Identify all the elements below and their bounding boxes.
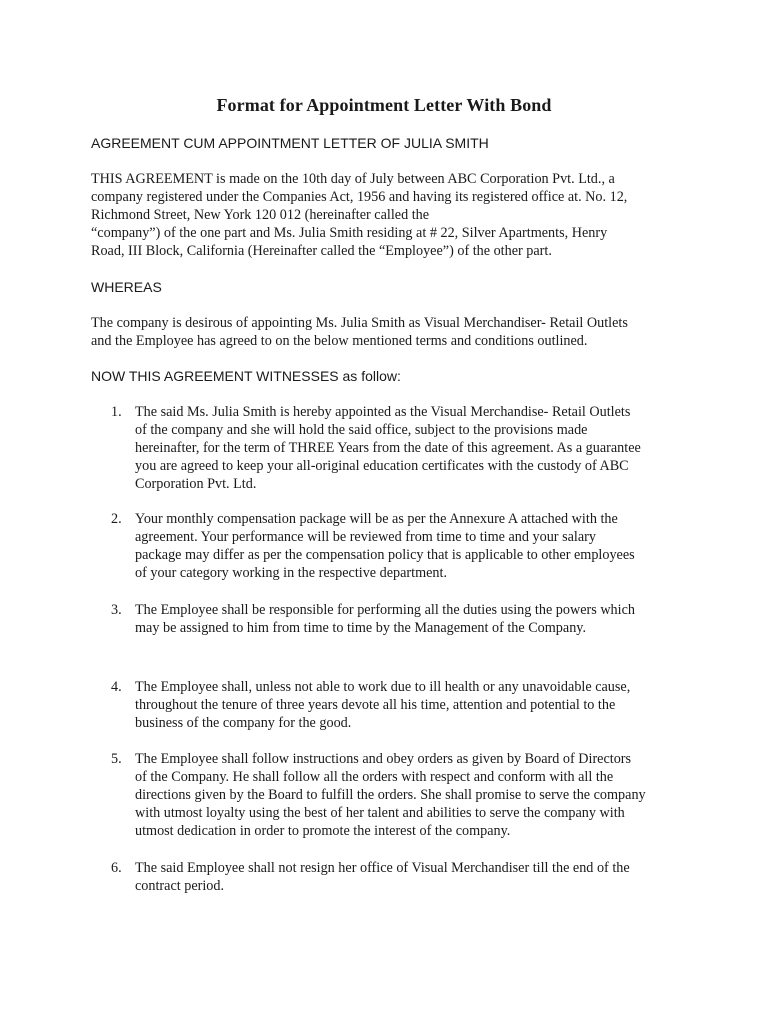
clause-line: throughout the tenure of three years devote all his time, attention and potential to the xyxy=(135,697,616,713)
clause-text xyxy=(135,678,630,732)
clause-line: business of the company for the good. xyxy=(135,715,352,731)
clause-line: Your monthly compensation package will be as per the Annexure A attached with the xyxy=(135,511,618,527)
clause-line: package may differ as per the compensation policy that is applicable to other employees xyxy=(135,547,635,563)
clause-line: hereinafter, for the term of THREE Years from the date of this agreement. As a guarantee xyxy=(135,440,641,456)
clause-line: with utmost loyalty using the best of her talent and abilities to serve the company with xyxy=(135,805,625,821)
clause-line: utmost dedication in order to promote the interest of the company. xyxy=(135,823,511,839)
clause-line: contract period. xyxy=(135,878,225,894)
clause-line: Corporation Pvt. Ltd. xyxy=(135,476,257,492)
clause-line: may be assigned to him from time to time by the Management of the Company. xyxy=(135,620,587,636)
intro-line: Road, III Block, California (Hereinafter called the “Employee”) of the other part. xyxy=(91,243,552,259)
clause-line: The said Ms. Julia Smith is hereby appointed as the Visual Merchandise- Retail Outlets xyxy=(135,404,631,420)
clause-number: 5. xyxy=(111,751,122,767)
clause-number: 4. xyxy=(111,679,122,695)
clause-text xyxy=(135,859,630,895)
intro-paragraph xyxy=(91,170,691,260)
clause-line: The Employee shall follow instructions and obey orders as given by Board of Directors xyxy=(135,751,632,767)
clause-line: directions given by the Board to fulfill the orders. She shall promise to serve the company xyxy=(135,787,646,803)
purpose-paragraph xyxy=(91,314,691,350)
purpose-line: The company is desirous of appointing Ms. Julia Smith as Visual Merchandiser- Retail Outlets xyxy=(91,315,628,331)
clause-line: of the Company. He shall follow all the orders with respect and conform with all the xyxy=(135,769,614,785)
purpose-line: and the Employee has agreed to on the below mentioned terms and conditions outlined. xyxy=(91,333,588,349)
intro-line: company registered under the Companies Act, 1956 and having its registered office at. No. 12, xyxy=(91,189,628,205)
clause-line: of your category working in the respective department. xyxy=(135,565,448,581)
whereas-heading: WHEREAS xyxy=(91,279,162,295)
intro-line: Richmond Street, New York 120 012 (hereinafter called the xyxy=(91,207,430,223)
document-title: Format for Appointment Letter With Bond xyxy=(216,95,552,115)
clause-line: The Employee shall be responsible for performing all the duties using the powers which xyxy=(135,602,635,618)
clause-text xyxy=(135,601,635,637)
clause-number: 2. xyxy=(111,511,122,527)
intro-line: “company”) of the one part and Ms. Julia Smith residing at # 22, Silver Apartments, Henry xyxy=(91,225,608,241)
clause-line: of the company and she will hold the said office, subject to the provisions made xyxy=(135,422,588,438)
clause-number: 6. xyxy=(111,860,122,876)
clause-line: The Employee shall, unless not able to work due to ill health or any unavoidable cause, xyxy=(135,679,631,695)
clause-number: 3. xyxy=(111,602,122,618)
clause-line: The said Employee shall not resign her office of Visual Merchandiser till the end of the xyxy=(135,860,630,876)
clause-line: agreement. Your performance will be reviewed from time to time and your salary xyxy=(135,529,596,545)
clause-line: you are agreed to keep your all-original education certificates with the custody of ABC xyxy=(135,458,629,474)
document-subtitle: AGREEMENT CUM APPOINTMENT LETTER OF JULIA SMITH xyxy=(91,135,489,151)
clause-text xyxy=(135,403,641,493)
intro-line: THIS AGREEMENT is made on the 10th day of July between ABC Corporation Pvt. Ltd., a xyxy=(91,171,615,187)
clause-text xyxy=(135,510,635,582)
clause-text xyxy=(135,750,646,840)
clause-number: 1. xyxy=(111,404,122,420)
witnesses-heading: NOW THIS AGREEMENT WITNESSES as follow: xyxy=(91,368,401,384)
